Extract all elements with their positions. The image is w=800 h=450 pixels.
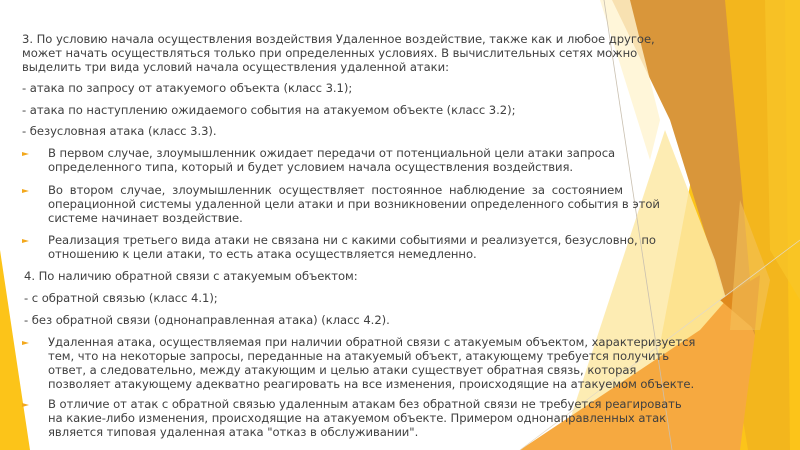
bullet-line: Удаленная атака, осуществляемая при наличии обратной связи с атакуемым объектом, характеризуется: [48, 335, 696, 349]
bullet-line: является типовая удаленная атака "отказ в обслуживании".: [48, 425, 419, 439]
bullet-line: ответ, а следовательно, между атакующим и целью атаки существует обратная связь, которая: [48, 363, 637, 377]
class-4-1: - с обратной связью (класс 4.1);: [24, 291, 218, 305]
class-3-2: - атака по наступлению ожидаемого события на атакуемом объекте (класс 3.2);: [22, 103, 516, 117]
bullet-line: отношению к цели атаки, то есть атака осуществляется немедленно.: [48, 247, 477, 261]
bullet-line: Реализация третьего вида атаки не связана ни с какими событиями и реализуется, безусловно, по: [48, 233, 656, 247]
bullet-line: позволяет атакующему адекватно реагировать на все изменения, происходящие на атакуемом объекте.: [48, 377, 695, 391]
bullet-line: Во втором случае, злоумышленник осуществляет постоянное наблюдение за состоянием: [48, 183, 623, 197]
bullet-line: на какие-либо изменения, происходящие на атакуемом объекте. Примером однонаправленных атак: [48, 411, 667, 425]
bullet-arrow-icon: [22, 341, 29, 345]
bullet-line: В отличие от атак с обратной связью удаленным атакам без обратной связи не требуется реагировать: [48, 397, 682, 411]
bullet-line: операционной системы удаленной цели атаки и при возникновении определенного события в этой: [48, 197, 660, 211]
bullet-line: системе начинает воздействие.: [48, 211, 243, 225]
bullet-line: тем, что на некоторые запросы, переданные на атакуемый объект, атакующему требуется получить: [48, 349, 669, 363]
class-3-1: - атака по запросу от атакуемого объекта (класс 3.1);: [22, 81, 353, 95]
bullet-arrow-icon: [22, 189, 29, 193]
bullet-arrow-icon: [22, 239, 29, 243]
section3-intro-line: может начать осуществляться только при определенных условиях. В вычислительных сетях можно: [22, 46, 638, 60]
bullet-line: определенного типа, который и будет условием начала осуществления воздействия.: [48, 160, 574, 174]
bullet-line: В первом случае, злоумышленник ожидает передачи от потенциальной цели атаки запроса: [48, 146, 616, 160]
bullet-arrow-icon: [22, 403, 29, 407]
bullet-arrow-icon: [22, 152, 29, 156]
class-3-3: - безусловная атака (класс 3.3).: [22, 124, 217, 138]
section4-heading: 4. По наличию обратной связи с атакуемым объектом:: [24, 269, 358, 283]
section3-intro-line: выделить три вида условий начала осуществления удаленной атаки:: [22, 60, 449, 74]
section3-intro-line: 3. По условию начала осуществления воздействия Удаленное воздействие, также как и любое другое,: [22, 32, 655, 46]
class-4-2: - без обратной связи (однонаправленная атака) (класс 4.2).: [24, 313, 390, 327]
